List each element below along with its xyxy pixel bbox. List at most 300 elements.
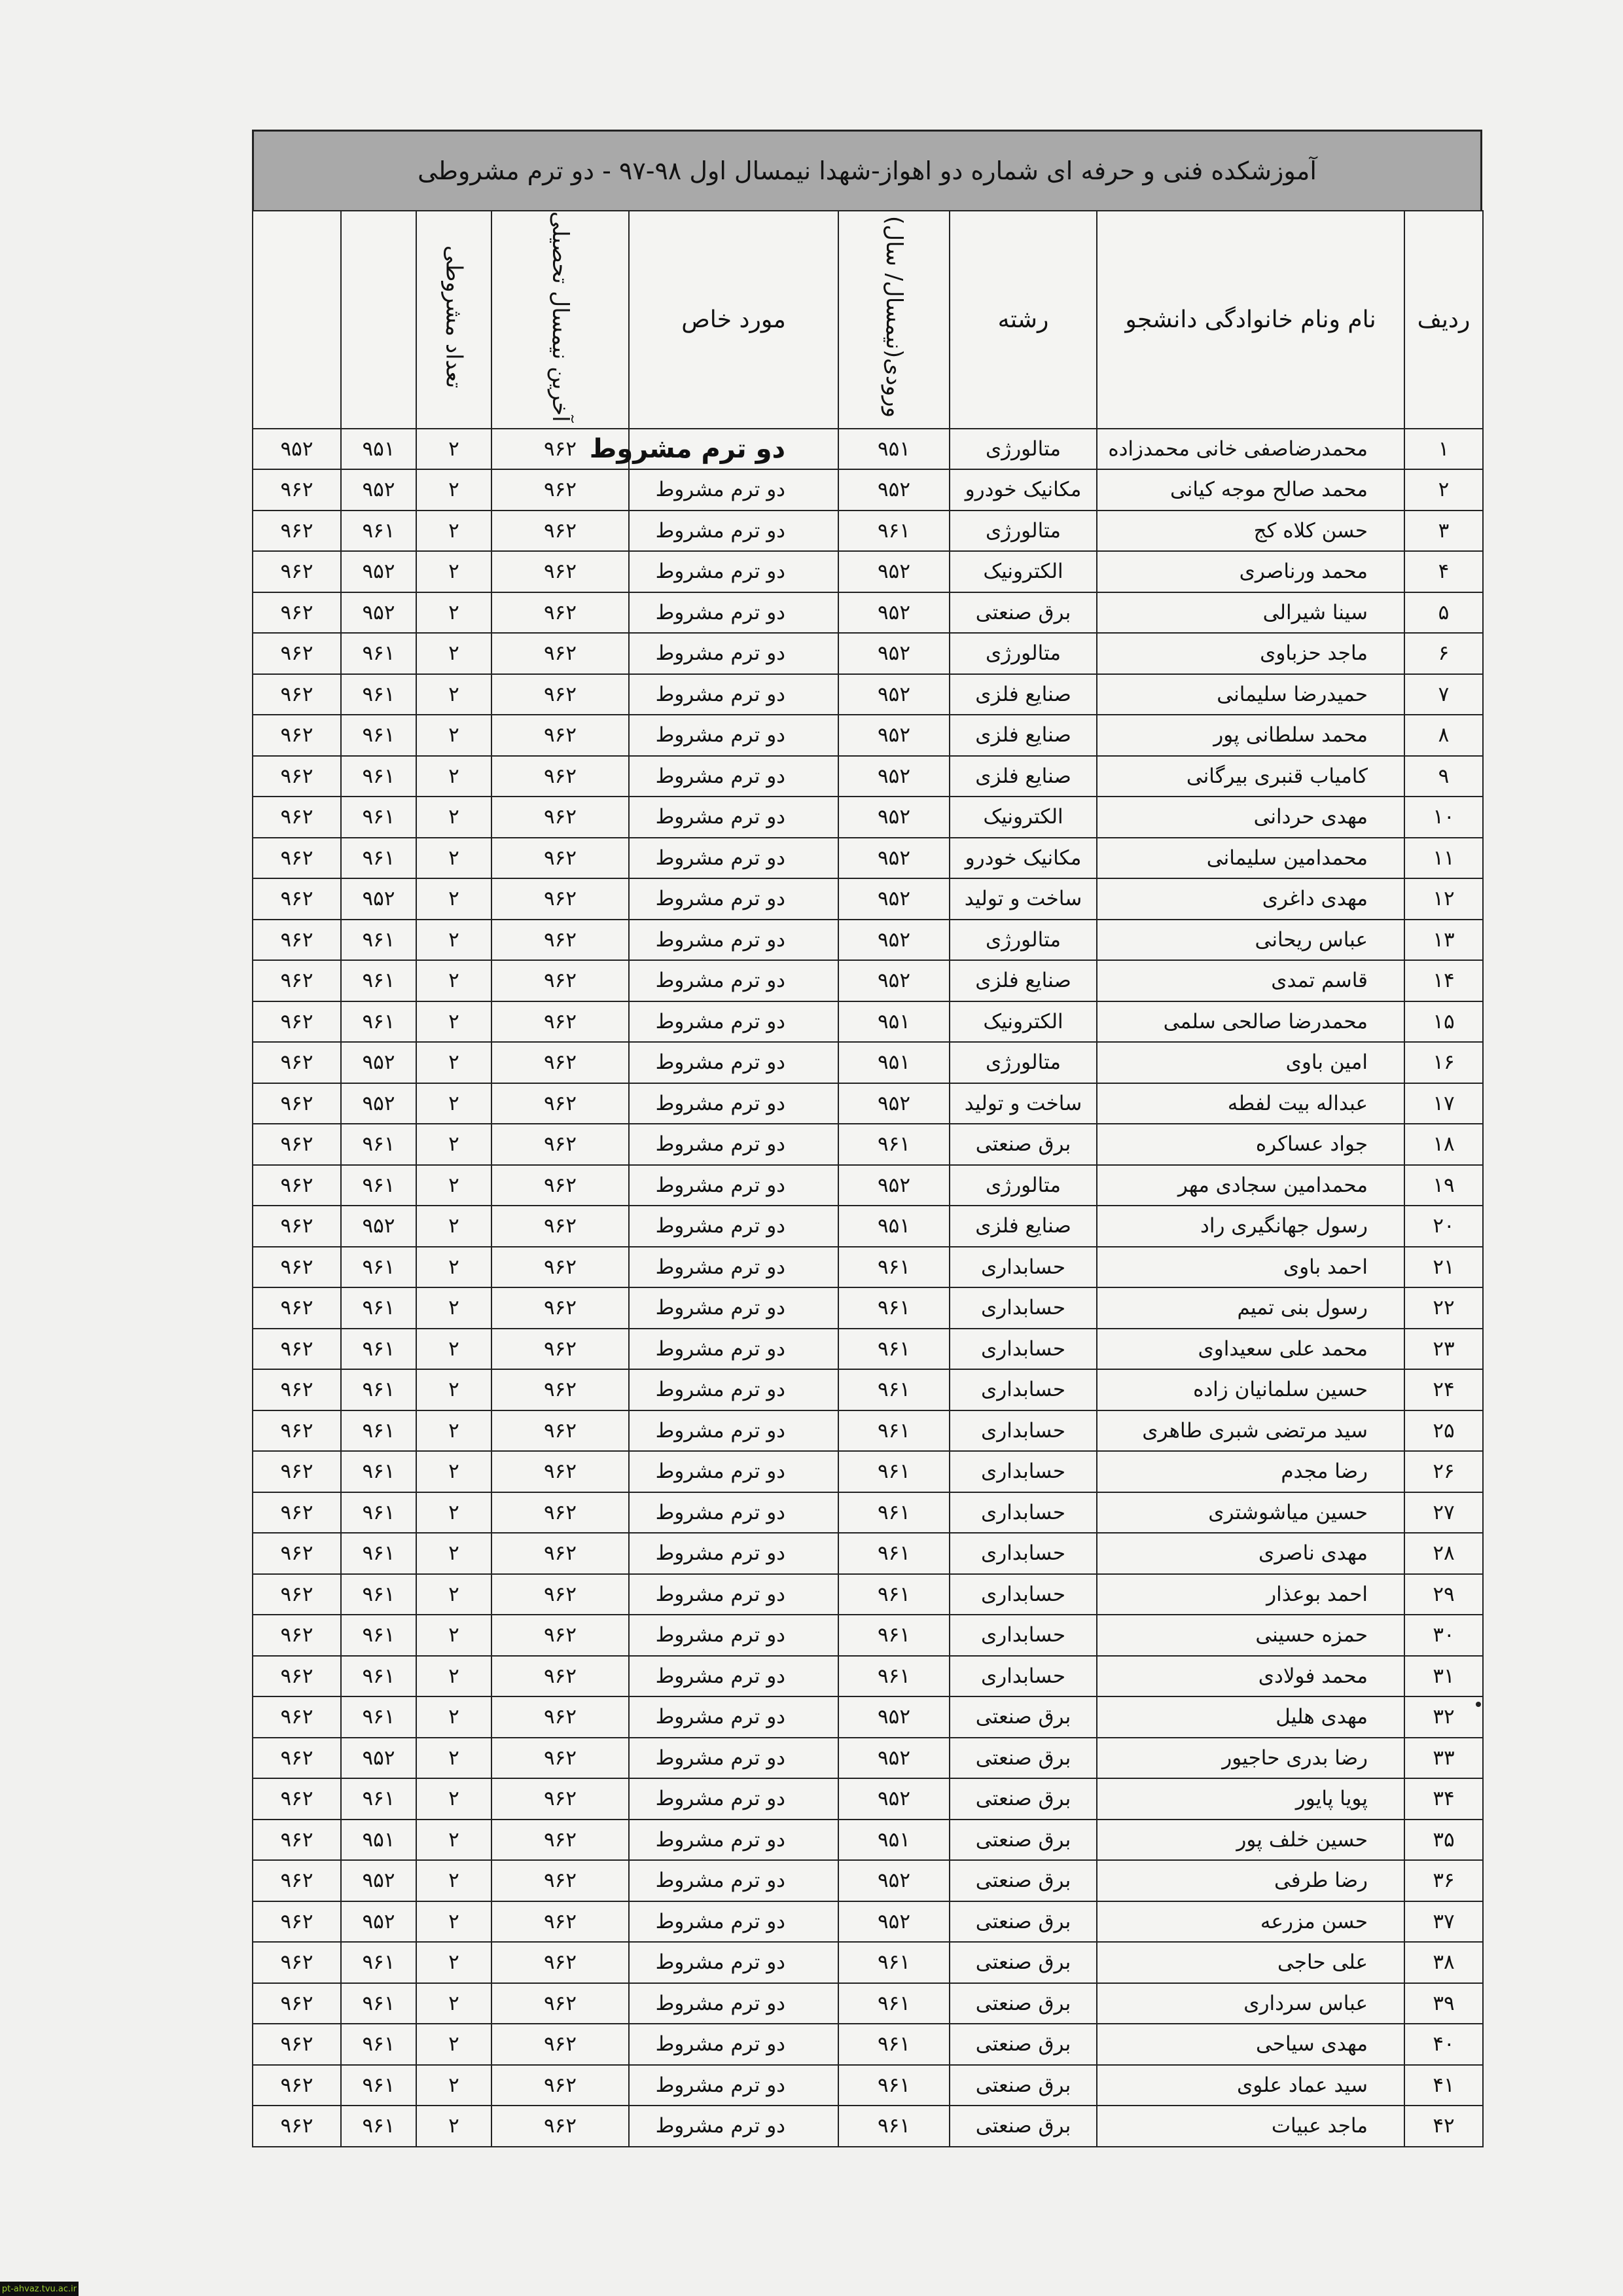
cell-student-name: محمدرضا صالحی سلمی [1097, 1001, 1404, 1043]
cell-last-semester: ۹۶۲ [491, 1287, 629, 1329]
cell-last-semester: ۹۶۲ [491, 511, 629, 552]
cell-last-semester: ۹۶۲ [491, 674, 629, 715]
cell-entry-term: ۹۶۱ [838, 1533, 950, 1574]
cell-term-1: ۹۵۲ [341, 1206, 416, 1247]
cell-entry-term: ۹۵۱ [838, 1820, 950, 1861]
cell-last-semester: ۹۶۲ [491, 1820, 629, 1861]
cell-probation-count: ۲ [416, 1410, 491, 1452]
cell-special-case: دو ترم مشروط [629, 1287, 838, 1329]
cell-student-name: محمدرضاصفی خانی محمدزاده [1097, 429, 1404, 470]
cell-last-semester: ۹۶۲ [491, 756, 629, 797]
cell-major: برق صنعتی [950, 1820, 1097, 1861]
cell-probation-count: ۲ [416, 1696, 491, 1738]
cell-row-number: ۲۲ [1404, 1287, 1483, 1329]
cell-row-number: ۴۲ [1404, 2106, 1483, 2147]
table-row [253, 1901, 1483, 1943]
header-last-semester [491, 211, 629, 429]
header-probation-count-label: تعداد مشروطی [440, 245, 467, 388]
cell-special-case: دو ترم مشروط [629, 1042, 838, 1083]
cell-row-number: ۱۸ [1404, 1124, 1483, 1165]
cell-row-number: ۳۵ [1404, 1820, 1483, 1861]
cell-student-name: مهدی حردانی [1097, 797, 1404, 838]
cell-student-name: حسین سلمانیان زاده [1097, 1369, 1404, 1410]
cell-special-case: دو ترم مشروط [629, 1247, 838, 1288]
cell-major: صنایع فلزی [950, 960, 1097, 1001]
cell-last-semester: ۹۶۲ [491, 1206, 629, 1247]
document-sheet [252, 130, 1482, 2147]
cell-row-number: ۴۱ [1404, 2065, 1483, 2106]
cell-entry-term: ۹۵۱ [838, 1206, 950, 1247]
cell-entry-term: ۹۵۲ [838, 1083, 950, 1124]
cell-special-case: دو ترم مشروط [629, 674, 838, 715]
cell-probation-count: ۲ [416, 511, 491, 552]
cell-special-case: دو ترم مشروط [629, 838, 838, 879]
cell-term-1: ۹۶۱ [341, 715, 416, 756]
cell-student-name: پویا پایور [1097, 1778, 1404, 1820]
cell-major: حسابداری [950, 1369, 1097, 1410]
cell-last-semester: ۹۶۲ [491, 1247, 629, 1288]
cell-row-number: ۱۷ [1404, 1083, 1483, 1124]
cell-term-1: ۹۵۲ [341, 1860, 416, 1901]
cell-row-number: ۳۷ [1404, 1901, 1483, 1943]
cell-probation-count: ۲ [416, 1533, 491, 1574]
cell-last-semester: ۹۶۲ [491, 1410, 629, 1452]
cell-student-name: محمد سلطانی پور [1097, 715, 1404, 756]
cell-last-semester: ۹۶۲ [491, 1492, 629, 1534]
cell-probation-count: ۲ [416, 1165, 491, 1206]
cell-term-1: ۹۶۱ [341, 2065, 416, 2106]
table-row [253, 2065, 1483, 2106]
cell-major: مکانیک خودرو [950, 469, 1097, 511]
cell-major: برق صنعتی [950, 592, 1097, 634]
cell-row-number: ۲۰ [1404, 1206, 1483, 1247]
cell-special-case: دو ترم مشروط [629, 1124, 838, 1165]
cell-entry-term: ۹۵۲ [838, 920, 950, 961]
cell-special-case: دو ترم مشروط [629, 1983, 838, 2024]
cell-term-1: ۹۶۱ [341, 756, 416, 797]
cell-term-1: ۹۶۱ [341, 1247, 416, 1288]
cell-term-1: ۹۶۱ [341, 1369, 416, 1410]
table-row [253, 1983, 1483, 2024]
table-row [253, 797, 1483, 838]
cell-major: متالورژی [950, 633, 1097, 674]
cell-term-1: ۹۶۱ [341, 2106, 416, 2147]
cell-major: صنایع فلزی [950, 674, 1097, 715]
cell-row-number: ۳۰ [1404, 1615, 1483, 1656]
cell-entry-term: ۹۵۱ [838, 1042, 950, 1083]
cell-term-2: ۹۶۲ [253, 1778, 341, 1820]
cell-major: برق صنعتی [950, 2065, 1097, 2106]
cell-major: متالورژی [950, 920, 1097, 961]
cell-entry-term: ۹۶۱ [838, 1369, 950, 1410]
cell-student-name: جواد عساکره [1097, 1124, 1404, 1165]
cell-probation-count: ۲ [416, 1901, 491, 1943]
cell-entry-term: ۹۵۲ [838, 674, 950, 715]
cell-row-number: ۴ [1404, 551, 1483, 592]
cell-last-semester: ۹۶۲ [491, 1451, 629, 1492]
table-row [253, 1574, 1483, 1615]
cell-major: حسابداری [950, 1410, 1097, 1452]
cell-special-case: دو ترم مشروط [629, 1942, 838, 1983]
cell-special-case: دو ترم مشروط [629, 1206, 838, 1247]
cell-special-case: دو ترم مشروط [629, 1001, 838, 1043]
cell-major: متالورژی [950, 429, 1097, 470]
cell-major: حسابداری [950, 1533, 1097, 1574]
cell-special-case: دو ترم مشروط [629, 1369, 838, 1410]
cell-student-name: حسین میاشوشتری [1097, 1492, 1404, 1534]
cell-student-name: ماجد عبیات [1097, 2106, 1404, 2147]
page-title: آموزشکده فنی و حرفه ای شماره دو اهواز-شهدا نیمسال اول ۹۸-۹۷ - دو ترم مشروطی [252, 130, 1482, 210]
cell-term-2: ۹۶۲ [253, 1001, 341, 1043]
header-entry-label: ورودی(نیمسال/ سال) [881, 215, 908, 418]
cell-term-1: ۹۶۱ [341, 1165, 416, 1206]
header-major: رشته [950, 211, 1097, 429]
cell-student-name: احمد باوی [1097, 1247, 1404, 1288]
table-row [253, 1942, 1483, 1983]
cell-student-name: مهدی هلیل [1097, 1696, 1404, 1738]
cell-row-number: ۱۴ [1404, 960, 1483, 1001]
cell-special-case: دو ترم مشروط [629, 1165, 838, 1206]
cell-last-semester: ۹۶۲ [491, 1369, 629, 1410]
cell-term-2: ۹۶۲ [253, 1287, 341, 1329]
table-row [253, 469, 1483, 511]
cell-term-2: ۹۶۲ [253, 797, 341, 838]
table-row [253, 1738, 1483, 1779]
cell-row-number: ۲۴ [1404, 1369, 1483, 1410]
cell-row-number: ۳۲ [1404, 1696, 1483, 1738]
cell-row-number: ۳۹ [1404, 1983, 1483, 2024]
cell-last-semester: ۹۶۲ [491, 1574, 629, 1615]
table-row [253, 511, 1483, 552]
cell-last-semester: ۹۶۲ [491, 469, 629, 511]
cell-special-case: دو ترم مشروط [629, 756, 838, 797]
cell-student-name: محمد فولادی [1097, 1656, 1404, 1697]
cell-term-2: ۹۶۲ [253, 1165, 341, 1206]
cell-probation-count: ۲ [416, 1124, 491, 1165]
cell-special-case: دو ترم مشروط [629, 511, 838, 552]
table-row [253, 1001, 1483, 1043]
cell-row-number: ۱۰ [1404, 797, 1483, 838]
cell-major: حسابداری [950, 1615, 1097, 1656]
cell-term-2: ۹۶۲ [253, 1533, 341, 1574]
cell-student-name: عباس ریحانی [1097, 920, 1404, 961]
table-row [253, 1124, 1483, 1165]
cell-term-2: ۹۵۲ [253, 429, 341, 470]
cell-probation-count: ۲ [416, 1329, 491, 1370]
table-row [253, 1165, 1483, 1206]
cell-probation-count: ۲ [416, 1369, 491, 1410]
cell-entry-term: ۹۵۲ [838, 1901, 950, 1943]
cell-last-semester: ۹۶۲ [491, 1656, 629, 1697]
cell-entry-term: ۹۶۱ [838, 1410, 950, 1452]
cell-major: حسابداری [950, 1329, 1097, 1370]
cell-row-number: ۱۳ [1404, 920, 1483, 961]
cell-probation-count: ۲ [416, 1574, 491, 1615]
cell-student-name: علی حاجی [1097, 1942, 1404, 1983]
table-row [253, 674, 1483, 715]
cell-major: برق صنعتی [950, 1738, 1097, 1779]
cell-row-number: ۲ [1404, 469, 1483, 511]
cell-last-semester: ۹۶۲ [491, 797, 629, 838]
cell-probation-count: ۲ [416, 756, 491, 797]
cell-row-number: ۵ [1404, 592, 1483, 634]
cell-student-name: محمد علی سعیداوی [1097, 1329, 1404, 1370]
cell-row-number: ۱۶ [1404, 1042, 1483, 1083]
cell-term-1: ۹۶۱ [341, 2024, 416, 2065]
cell-entry-term: ۹۵۲ [838, 1860, 950, 1901]
cell-probation-count: ۲ [416, 1656, 491, 1697]
table-row [253, 838, 1483, 879]
cell-probation-count: ۲ [416, 592, 491, 634]
cell-term-1: ۹۶۱ [341, 960, 416, 1001]
cell-major: برق صنعتی [950, 1696, 1097, 1738]
cell-entry-term: ۹۵۱ [838, 429, 950, 470]
cell-student-name: سید عماد علوی [1097, 2065, 1404, 2106]
cell-term-1: ۹۵۱ [341, 429, 416, 470]
cell-special-case: دو ترم مشروط [629, 1492, 838, 1534]
cell-probation-count: ۲ [416, 2024, 491, 2065]
cell-major: برق صنعتی [950, 1860, 1097, 1901]
cell-major: حسابداری [950, 1492, 1097, 1534]
cell-special-case: دو ترم مشروط [629, 1533, 838, 1574]
cell-student-name: مهدی داغری [1097, 878, 1404, 920]
cell-entry-term: ۹۶۱ [838, 1615, 950, 1656]
cell-special-case: دو ترم مشروط [629, 1778, 838, 1820]
cell-row-number: ۷ [1404, 674, 1483, 715]
cell-row-number: ۱ [1404, 429, 1483, 470]
cell-row-number: ۹ [1404, 756, 1483, 797]
header-last-semester-label: آخرین نیمسال تحصیلی [547, 211, 574, 422]
cell-special-case: دو ترم مشروط [629, 1329, 838, 1370]
cell-row-number: ۳۳ [1404, 1738, 1483, 1779]
cell-special-case: دو ترم مشروط [629, 1615, 838, 1656]
table-row [253, 1696, 1483, 1738]
cell-term-1: ۹۶۱ [341, 1329, 416, 1370]
site-watermark: pt-ahvaz.tvu.ac.ir [0, 2282, 79, 2296]
cell-major: حسابداری [950, 1656, 1097, 1697]
cell-last-semester: ۹۶۲ [491, 1860, 629, 1901]
table-row [253, 1042, 1483, 1083]
cell-entry-term: ۹۶۱ [838, 1329, 950, 1370]
table-row [253, 756, 1483, 797]
table-row [253, 2024, 1483, 2065]
cell-row-number: ۲۱ [1404, 1247, 1483, 1288]
table-row [253, 633, 1483, 674]
cell-probation-count: ۲ [416, 1615, 491, 1656]
cell-last-semester: ۹۶۲ [491, 960, 629, 1001]
cell-term-2: ۹۶۲ [253, 551, 341, 592]
cell-student-name: سینا شیرالی [1097, 592, 1404, 634]
table-row [253, 920, 1483, 961]
table-row [253, 1287, 1483, 1329]
cell-term-1: ۹۵۲ [341, 878, 416, 920]
cell-student-name: حسن کلاه کج [1097, 511, 1404, 552]
cell-major: متالورژی [950, 1042, 1097, 1083]
cell-student-name: مهدی ناصری [1097, 1533, 1404, 1574]
cell-special-case: دو ترم مشروط [629, 2024, 838, 2065]
cell-student-name: رسول بنی تمیم [1097, 1287, 1404, 1329]
table-row [253, 1656, 1483, 1697]
cell-row-number: ۲۳ [1404, 1329, 1483, 1370]
cell-term-1: ۹۶۱ [341, 1778, 416, 1820]
cell-term-1: ۹۶۱ [341, 1451, 416, 1492]
cell-major: متالورژی [950, 1165, 1097, 1206]
cell-student-name: حمیدرضا سلیمانی [1097, 674, 1404, 715]
cell-special-case: دو ترم مشروط [629, 797, 838, 838]
cell-special-case: دو ترم مشروط [629, 633, 838, 674]
cell-major: حسابداری [950, 1287, 1097, 1329]
cell-special-case: دو ترم مشروط [629, 1696, 838, 1738]
cell-row-number: ۱۹ [1404, 1165, 1483, 1206]
cell-student-name: رضا بدری حاجیور [1097, 1738, 1404, 1779]
cell-term-1: ۹۵۲ [341, 592, 416, 634]
cell-last-semester: ۹۶۲ [491, 1615, 629, 1656]
cell-student-name: محمدامین سلیمانی [1097, 838, 1404, 879]
cell-term-2: ۹۶۲ [253, 1656, 341, 1697]
cell-major: حسابداری [950, 1574, 1097, 1615]
table-row [253, 878, 1483, 920]
cell-term-1: ۹۶۱ [341, 1615, 416, 1656]
table-row [253, 1492, 1483, 1534]
cell-student-name: سید مرتضی شبری طاهری [1097, 1410, 1404, 1452]
cell-probation-count: ۲ [416, 1206, 491, 1247]
cell-term-1: ۹۶۱ [341, 1942, 416, 1983]
cell-probation-count: ۲ [416, 1820, 491, 1861]
cell-probation-count: ۲ [416, 1778, 491, 1820]
cell-probation-count: ۲ [416, 838, 491, 879]
cell-last-semester: ۹۶۲ [491, 1533, 629, 1574]
cell-entry-term: ۹۶۱ [838, 1492, 950, 1534]
table-row [253, 960, 1483, 1001]
cell-entry-term: ۹۶۱ [838, 1247, 950, 1288]
cell-term-2: ۹۶۲ [253, 1574, 341, 1615]
cell-last-semester: ۹۶۲ [491, 592, 629, 634]
cell-major: مکانیک خودرو [950, 838, 1097, 879]
cell-term-2: ۹۶۲ [253, 1983, 341, 2024]
cell-term-1: ۹۶۱ [341, 920, 416, 961]
table-row [253, 1860, 1483, 1901]
cell-entry-term: ۹۶۱ [838, 1124, 950, 1165]
cell-special-case: دو ترم مشروط [629, 2106, 838, 2147]
cell-probation-count: ۲ [416, 797, 491, 838]
cell-student-name: رضا مجدم [1097, 1451, 1404, 1492]
cell-entry-term: ۹۵۱ [838, 1001, 950, 1043]
cell-term-1: ۹۶۱ [341, 1983, 416, 2024]
cell-special-case: دو ترم مشروط [629, 715, 838, 756]
cell-student-name: مهدی سیاحی [1097, 2024, 1404, 2065]
cell-row-number: ۲۷ [1404, 1492, 1483, 1534]
cell-last-semester: ۹۶۲ [491, 1083, 629, 1124]
cell-term-2: ۹۶۲ [253, 2065, 341, 2106]
cell-term-2: ۹۶۲ [253, 878, 341, 920]
cell-probation-count: ۲ [416, 1492, 491, 1534]
table-row [253, 715, 1483, 756]
cell-term-2: ۹۶۲ [253, 1083, 341, 1124]
cell-last-semester: ۹۶۲ [491, 1001, 629, 1043]
cell-major: برق صنعتی [950, 2106, 1097, 2147]
cell-major: صنایع فلزی [950, 715, 1097, 756]
table-row [253, 1083, 1483, 1124]
cell-probation-count: ۲ [416, 633, 491, 674]
cell-last-semester: ۹۶۲ [491, 1778, 629, 1820]
table-row [253, 592, 1483, 634]
cell-student-name: حسن مزرعه [1097, 1901, 1404, 1943]
cell-term-1: ۹۶۱ [341, 1656, 416, 1697]
table-row [253, 1247, 1483, 1288]
cell-term-1: ۹۶۱ [341, 511, 416, 552]
cell-entry-term: ۹۵۲ [838, 1165, 950, 1206]
cell-term-2: ۹۶۲ [253, 511, 341, 552]
cell-last-semester: ۹۶۲ [491, 1165, 629, 1206]
cell-row-number: ۱۱ [1404, 838, 1483, 879]
cell-major: ساخت و تولید [950, 1083, 1097, 1124]
table-row [253, 1615, 1483, 1656]
cell-term-2: ۹۶۲ [253, 1410, 341, 1452]
cell-term-2: ۹۶۲ [253, 592, 341, 634]
cell-term-1: ۹۶۱ [341, 838, 416, 879]
cell-term-1: ۹۶۱ [341, 1001, 416, 1043]
cell-term-1: ۹۶۱ [341, 674, 416, 715]
cell-term-1: ۹۵۲ [341, 1901, 416, 1943]
cell-special-case: دو ترم مشروط [629, 1574, 838, 1615]
cell-probation-count: ۲ [416, 1247, 491, 1288]
cell-last-semester: ۹۶۲ [491, 1942, 629, 1983]
cell-special-case: دو ترم مشروط [629, 551, 838, 592]
cell-row-number: ۱۲ [1404, 878, 1483, 920]
cell-last-semester: ۹۶۲ [491, 838, 629, 879]
cell-term-1: ۹۶۱ [341, 1287, 416, 1329]
cell-term-1: ۹۶۱ [341, 1574, 416, 1615]
cell-major: برق صنعتی [950, 1124, 1097, 1165]
cell-entry-term: ۹۵۲ [838, 633, 950, 674]
cell-term-2: ۹۶۲ [253, 715, 341, 756]
cell-student-name: حسین خلف پور [1097, 1820, 1404, 1861]
cell-entry-term: ۹۵۲ [838, 469, 950, 511]
cell-student-name: محمد ورناصری [1097, 551, 1404, 592]
cell-last-semester: ۹۶۲ [491, 2106, 629, 2147]
cell-term-2: ۹۶۲ [253, 1901, 341, 1943]
cell-probation-count: ۲ [416, 715, 491, 756]
cell-major: حسابداری [950, 1247, 1097, 1288]
cell-probation-count: ۲ [416, 1942, 491, 1983]
cell-entry-term: ۹۶۱ [838, 1451, 950, 1492]
cell-student-name: محمد صالح موجه کیانی [1097, 469, 1404, 511]
cell-last-semester: ۹۶۲ [491, 1042, 629, 1083]
cell-row-number: ۳۱ [1404, 1656, 1483, 1697]
cell-entry-term: ۹۵۲ [838, 960, 950, 1001]
cell-last-semester: ۹۶۲ [491, 1983, 629, 2024]
cell-special-case: دو ترم مشروط [629, 960, 838, 1001]
cell-row-number: ۸ [1404, 715, 1483, 756]
cell-special-case: دو ترم مشروط [629, 1410, 838, 1452]
cell-last-semester: ۹۶۲ [491, 1696, 629, 1738]
cell-student-name: رضا طرفی [1097, 1860, 1404, 1901]
cell-last-semester: ۹۶۲ [491, 1901, 629, 1943]
cell-last-semester: ۹۶۲ [491, 1738, 629, 1779]
cell-entry-term: ۹۵۲ [838, 797, 950, 838]
cell-student-name: عباس سرداری [1097, 1983, 1404, 2024]
cell-term-1: ۹۶۱ [341, 1410, 416, 1452]
table-row [253, 1533, 1483, 1574]
cell-special-case: دو ترم مشروط [629, 1656, 838, 1697]
cell-major: متالورژی [950, 511, 1097, 552]
cell-last-semester: ۹۶۲ [491, 1124, 629, 1165]
cell-term-2: ۹۶۲ [253, 1451, 341, 1492]
cell-term-2: ۹۶۲ [253, 1206, 341, 1247]
cell-probation-count: ۲ [416, 1738, 491, 1779]
cell-probation-count: ۲ [416, 1001, 491, 1043]
cell-major: صنایع فلزی [950, 1206, 1097, 1247]
